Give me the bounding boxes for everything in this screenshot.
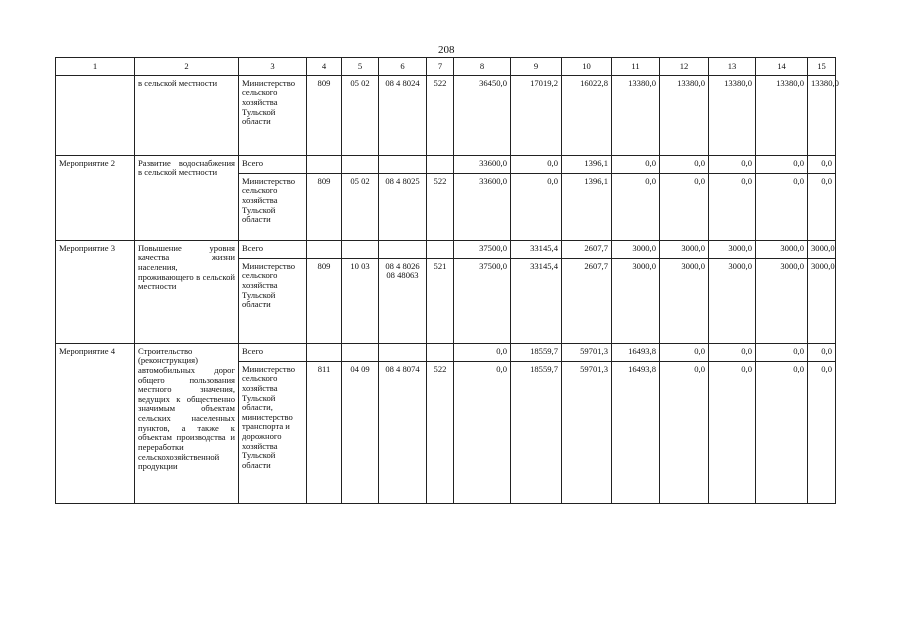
table-row xyxy=(56,343,836,361)
value-cell: 37500,0 xyxy=(454,258,511,343)
value-cell: 59701,3 xyxy=(562,361,612,503)
code-cell: 08 4 8026 08 48063 xyxy=(379,258,427,343)
value-cell: 0,0 xyxy=(660,173,709,240)
responsible-body: Министерство сельского хозяйства Тульской области xyxy=(239,75,307,155)
value-cell: 0,0 xyxy=(709,361,756,503)
code-cell xyxy=(379,240,427,258)
value-cell: 18559,7 xyxy=(511,361,562,503)
code-cell xyxy=(379,155,427,173)
code-cell xyxy=(379,343,427,361)
value-cell: 0,0 xyxy=(660,343,709,361)
code-cell xyxy=(307,240,342,258)
col-header: 6 xyxy=(379,58,427,76)
code-cell: 522 xyxy=(427,173,454,240)
value-cell: 0,0 xyxy=(808,155,836,173)
col-header: 15 xyxy=(808,58,836,76)
header-row xyxy=(56,58,836,76)
value-cell: 16493,8 xyxy=(612,361,660,503)
value-cell: 3000,0 xyxy=(808,258,836,343)
col-header: 5 xyxy=(342,58,379,76)
value-cell: 0,0 xyxy=(454,343,511,361)
code-cell: 05 02 xyxy=(342,75,379,155)
code-cell: 08 4 8074 xyxy=(379,361,427,503)
value-cell: 13380,0 xyxy=(660,75,709,155)
responsible-body: Всего xyxy=(239,155,307,173)
col-header: 4 xyxy=(307,58,342,76)
value-cell: 3000,0 xyxy=(709,258,756,343)
table-row xyxy=(56,75,836,155)
value-cell: 33600,0 xyxy=(454,155,511,173)
code-cell xyxy=(342,240,379,258)
value-cell: 3000,0 xyxy=(756,240,808,258)
value-cell: 3000,0 xyxy=(709,240,756,258)
value-cell: 3000,0 xyxy=(808,240,836,258)
code-cell: 08 4 8025 xyxy=(379,173,427,240)
value-cell: 0,0 xyxy=(660,155,709,173)
budget-table xyxy=(55,57,839,504)
responsible-body: Всего xyxy=(239,240,307,258)
value-cell: 3000,0 xyxy=(612,240,660,258)
code-cell: 811 xyxy=(307,361,342,503)
activity-cell xyxy=(56,75,135,155)
value-cell: 16493,8 xyxy=(612,343,660,361)
value-cell: 0,0 xyxy=(808,361,836,503)
value-cell: 0,0 xyxy=(660,361,709,503)
value-cell: 0,0 xyxy=(511,173,562,240)
page-number: 208 xyxy=(438,44,455,56)
code-cell: 809 xyxy=(307,258,342,343)
value-cell: 17019,2 xyxy=(511,75,562,155)
activity-name: Повышение уровня качества жизни населения, проживающего в сельской местности xyxy=(135,240,239,343)
value-cell: 0,0 xyxy=(709,173,756,240)
responsible-body: Всего xyxy=(239,343,307,361)
value-cell: 3000,0 xyxy=(660,258,709,343)
activity-name: в сельской местности xyxy=(135,75,239,155)
code-cell xyxy=(307,343,342,361)
col-header: 14 xyxy=(756,58,808,76)
activity-cell: Мероприятие 2 xyxy=(56,155,135,240)
activity-cell: Мероприятие 3 xyxy=(56,240,135,343)
responsible-body: Министерство сельского хозяйства Тульской области xyxy=(239,173,307,240)
value-cell: 36450,0 xyxy=(454,75,511,155)
value-cell: 0,0 xyxy=(709,343,756,361)
value-cell: 0,0 xyxy=(454,361,511,503)
code-cell: 522 xyxy=(427,361,454,503)
activity-cell: Мероприятие 4 xyxy=(56,343,135,503)
responsible-body: Министерство сельского хозяйства Тульской области, министерство транспорта и дорожного хозяйства Тульской области xyxy=(239,361,307,503)
responsible-body: Министерство сельского хозяйства Тульской области xyxy=(239,258,307,343)
code-cell: 05 02 xyxy=(342,173,379,240)
code-cell: 04 09 xyxy=(342,361,379,503)
value-cell: 3000,0 xyxy=(756,258,808,343)
value-cell: 3000,0 xyxy=(612,258,660,343)
code-cell: 522 xyxy=(427,75,454,155)
value-cell: 0,0 xyxy=(612,155,660,173)
code-cell: 521 xyxy=(427,258,454,343)
value-cell: 33145,4 xyxy=(511,258,562,343)
col-header: 10 xyxy=(562,58,612,76)
table-row xyxy=(56,155,836,173)
col-header: 9 xyxy=(511,58,562,76)
value-cell: 16022,8 xyxy=(562,75,612,155)
value-cell: 0,0 xyxy=(511,155,562,173)
value-cell: 0,0 xyxy=(756,155,808,173)
value-cell: 0,0 xyxy=(709,155,756,173)
code-cell xyxy=(342,343,379,361)
value-cell: 13380,0 xyxy=(808,75,836,155)
col-header: 12 xyxy=(660,58,709,76)
value-cell: 33145,4 xyxy=(511,240,562,258)
value-cell: 18559,7 xyxy=(511,343,562,361)
activity-name: Развитие водоснабжения в сельской местности xyxy=(135,155,239,240)
value-cell: 13380,0 xyxy=(756,75,808,155)
value-cell: 0,0 xyxy=(808,173,836,240)
value-cell: 1396,1 xyxy=(562,155,612,173)
code-cell xyxy=(307,155,342,173)
col-header: 11 xyxy=(612,58,660,76)
col-header: 2 xyxy=(135,58,239,76)
value-cell: 37500,0 xyxy=(454,240,511,258)
col-header: 3 xyxy=(239,58,307,76)
value-cell: 13380,0 xyxy=(612,75,660,155)
code-cell xyxy=(342,155,379,173)
value-cell: 0,0 xyxy=(756,173,808,240)
value-cell: 1396,1 xyxy=(562,173,612,240)
value-cell: 0,0 xyxy=(756,343,808,361)
code-cell: 08 4 8024 xyxy=(379,75,427,155)
value-cell: 2607,7 xyxy=(562,258,612,343)
value-cell: 59701,3 xyxy=(562,343,612,361)
code-cell: 809 xyxy=(307,173,342,240)
col-header: 8 xyxy=(454,58,511,76)
value-cell: 0,0 xyxy=(612,173,660,240)
col-header: 1 xyxy=(56,58,135,76)
code-cell: 10 03 xyxy=(342,258,379,343)
code-cell xyxy=(427,240,454,258)
value-cell: 33600,0 xyxy=(454,173,511,240)
value-cell: 13380,0 xyxy=(709,75,756,155)
code-cell xyxy=(427,343,454,361)
table-row xyxy=(56,240,836,258)
code-cell: 809 xyxy=(307,75,342,155)
col-header: 7 xyxy=(427,58,454,76)
value-cell: 2607,7 xyxy=(562,240,612,258)
code-cell xyxy=(427,155,454,173)
activity-name: Строительство (реконструкция) автомобильных дорог общего пользования местного значения, ведущих к общественно значимым объектам сельских населенных пунктов, а также к объектам производства и переработки сельскохозяйственной продукции xyxy=(135,343,239,503)
value-cell: 0,0 xyxy=(756,361,808,503)
value-cell: 3000,0 xyxy=(660,240,709,258)
value-cell: 0,0 xyxy=(808,343,836,361)
col-header: 13 xyxy=(709,58,756,76)
